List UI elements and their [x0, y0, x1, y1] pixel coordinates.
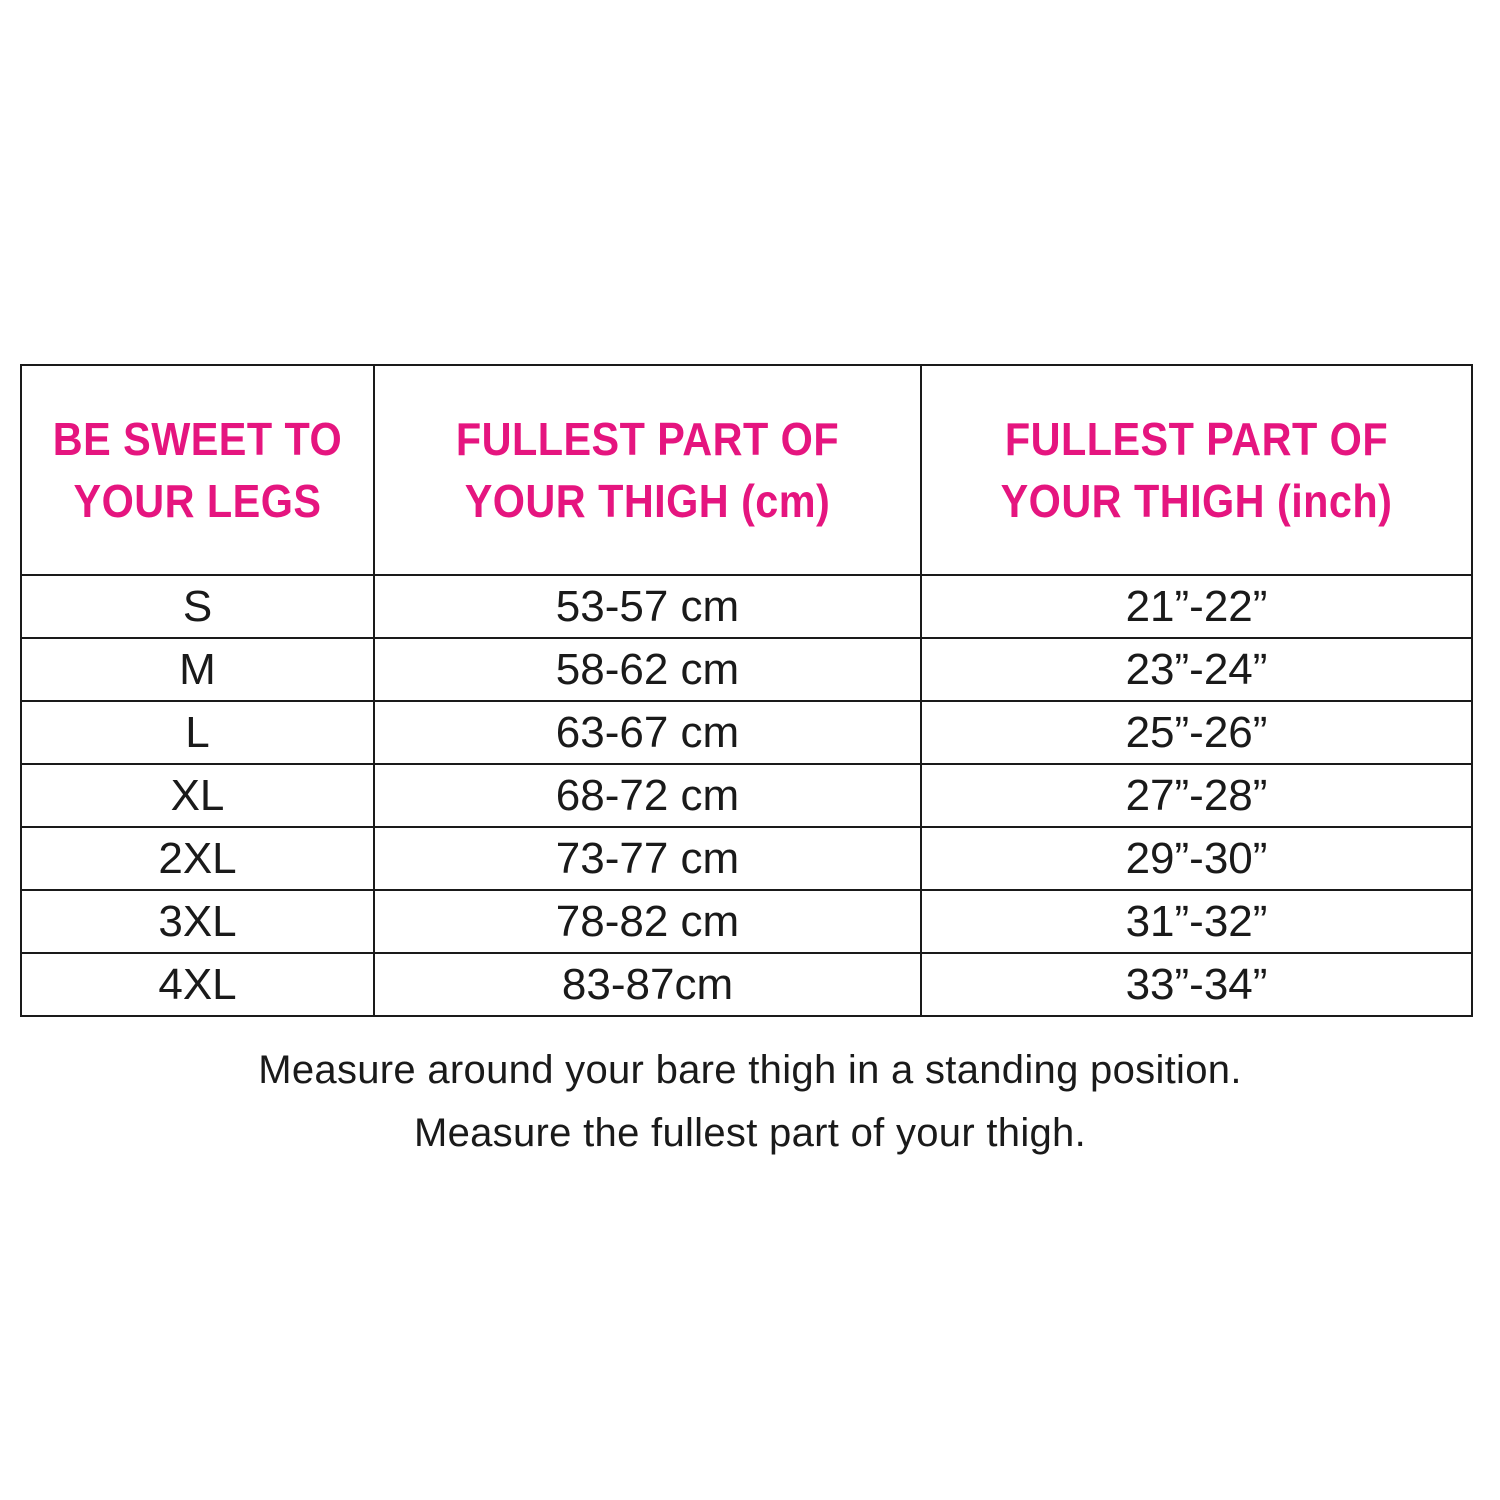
- inch-cell: 31”-32”: [921, 890, 1472, 953]
- size-chart-body: [21, 575, 1472, 1016]
- inch-cell: 23”-24”: [921, 638, 1472, 701]
- inch-cell: 21”-22”: [921, 575, 1472, 638]
- table-row: [21, 701, 1472, 764]
- measurement-note: Measure around your bare thigh in a standing position.: [258, 1048, 1242, 1092]
- cm-cell: 68-72 cm: [374, 764, 921, 827]
- cm-cell: 63-67 cm: [374, 701, 921, 764]
- header-cm: [401, 365, 893, 575]
- size-cell: S: [21, 575, 374, 638]
- header-row: [21, 365, 1472, 575]
- table-row: [21, 890, 1472, 953]
- size-cell: M: [21, 638, 374, 701]
- measurement-note: Measure the fullest part of your thigh.: [413, 1111, 1087, 1155]
- header-line: YOUR THIGH (cm): [464, 475, 831, 527]
- size-cell: 4XL: [21, 953, 374, 1016]
- table-row: [21, 764, 1472, 827]
- header-inch: [949, 365, 1445, 575]
- header-line: YOUR THIGH (inch): [1000, 475, 1393, 527]
- header-line: YOUR LEGS: [73, 475, 322, 527]
- header-line: BE SWEET TO: [52, 413, 343, 465]
- table-row: [21, 575, 1472, 638]
- inch-cell: 33”-34”: [921, 953, 1472, 1016]
- cm-cell: 53-57 cm: [374, 575, 921, 638]
- inch-cell: 25”-26”: [921, 701, 1472, 764]
- size-chart-table: [20, 364, 1473, 1017]
- size-cell: 3XL: [21, 890, 374, 953]
- size-cell: 2XL: [21, 827, 374, 890]
- cm-cell: 78-82 cm: [374, 890, 921, 953]
- table-row: [21, 827, 1472, 890]
- size-cell: XL: [21, 764, 374, 827]
- inch-cell: 29”-30”: [921, 827, 1472, 890]
- header-line: FULLEST PART OF: [455, 413, 840, 465]
- size-chart-header: [21, 365, 1472, 575]
- cm-cell: 73-77 cm: [374, 827, 921, 890]
- header-line: FULLEST PART OF: [1004, 413, 1389, 465]
- table-row: [21, 638, 1472, 701]
- header-size: [39, 365, 357, 575]
- inch-cell: 27”-28”: [921, 764, 1472, 827]
- table-row: [21, 953, 1472, 1016]
- size-cell: L: [21, 701, 374, 764]
- cm-cell: 83-87cm: [374, 953, 921, 1016]
- cm-cell: 58-62 cm: [374, 638, 921, 701]
